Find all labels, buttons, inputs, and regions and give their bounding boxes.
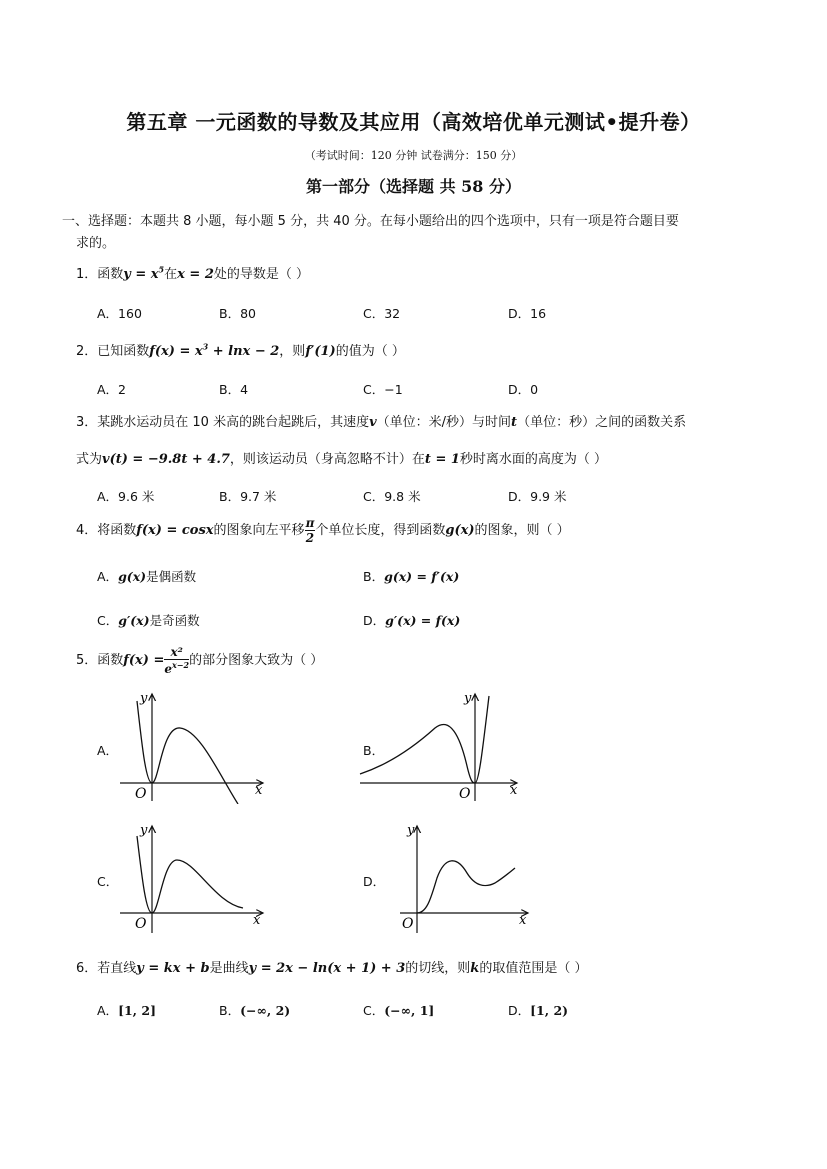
exam-info: （考试时间：120 分钟 试卷满分：150 分） — [304, 149, 523, 162]
question-text: 已知函数 — [97, 344, 150, 359]
graph-a[interactable] — [115, 686, 275, 804]
question-text: 秒时离水面的高度为（ ） — [459, 452, 608, 467]
function-curve — [417, 861, 515, 913]
question-text: 处的导数是（ ） — [213, 267, 310, 282]
graph-c[interactable] — [115, 818, 275, 936]
question-text: （单位：秒）之间的函数关系 — [517, 415, 687, 430]
question-text: 的部分图象大致为（ ） — [189, 653, 324, 668]
math-variable: t — [511, 415, 518, 430]
math-expression: y = kx + b — [136, 961, 210, 976]
question-text: ，则 — [279, 344, 306, 359]
question-text: （单位：米/秒）与时间 — [376, 415, 512, 430]
question-text: 的切线，则 — [405, 961, 471, 976]
question-number: 6． — [76, 961, 98, 976]
question-text: 在 — [164, 267, 178, 282]
graph-label-a[interactable]: A． — [97, 743, 119, 758]
option-d[interactable]: D．0 — [508, 382, 539, 397]
fraction: $\frac{\pi}{2}$ — [305, 516, 315, 545]
instructions-line2: 求的。 — [76, 236, 116, 251]
option-a[interactable]: A．g(x)是偶函数 — [97, 569, 197, 584]
section-heading: 第一部分（选择题 共 58 分） — [306, 177, 521, 196]
graph-d[interactable] — [395, 818, 535, 936]
option-d[interactable]: D．g′(x) = f(x) — [363, 613, 461, 628]
question-number: 1． — [76, 267, 98, 282]
question-4 — [76, 517, 570, 544]
option-c[interactable]: C．(−∞, 1] — [363, 1003, 435, 1018]
y-axis-label: y — [407, 823, 415, 838]
option-b[interactable]: B．80 — [219, 306, 256, 321]
option-d[interactable]: D．16 — [508, 306, 547, 321]
question-text: 的图象，则（ ） — [474, 523, 570, 538]
instructions-line1: 一、选择题：本题共 8 小题，每小题 5 分，共 40 分。在每小题给出的四个选项中，只有一项是符合题目要 — [62, 214, 679, 229]
math-expression: t = 1 — [424, 452, 460, 467]
question-2 — [76, 340, 405, 359]
graph-label-d[interactable]: D． — [363, 874, 386, 889]
origin-label: O — [402, 916, 414, 932]
function-curve — [360, 696, 489, 783]
question-text: 的值为（ ） — [335, 344, 405, 359]
question-text: 函数 — [97, 267, 124, 282]
question-number: 5． — [76, 653, 98, 668]
question-text: 的取值范围是（ ） — [479, 961, 588, 976]
question-text: 若直线 — [97, 961, 137, 976]
option-d[interactable]: D．[1, 2) — [508, 1003, 569, 1018]
question-number: 4． — [76, 523, 98, 538]
option-b[interactable]: B．(−∞, 2) — [219, 1003, 291, 1018]
graph-label-b[interactable]: B． — [363, 743, 385, 758]
origin-label: O — [135, 786, 147, 802]
question-3-line1 — [76, 411, 686, 430]
x-axis-label: x — [519, 913, 527, 928]
option-a[interactable]: A．9.6 米 — [97, 489, 155, 504]
option-a[interactable]: A．[1, 2] — [97, 1003, 156, 1018]
question-6 — [76, 957, 587, 976]
option-a[interactable]: A．160 — [97, 306, 142, 321]
option-c[interactable]: C．g′(x)是奇函数 — [97, 613, 200, 628]
question-text: 是曲线 — [209, 961, 249, 976]
graph-label-c[interactable]: C． — [97, 874, 119, 889]
question-text: 式为 — [76, 452, 103, 467]
option-b[interactable]: B．9.7 米 — [219, 489, 277, 504]
question-text: 将函数 — [97, 523, 137, 538]
math-expression: $y = x^5$ — [123, 264, 165, 282]
option-c[interactable]: C．−1 — [363, 382, 403, 397]
option-c[interactable]: C．9.8 米 — [363, 489, 421, 504]
x-axis-label: x — [255, 783, 263, 798]
math-variable: v — [369, 415, 377, 430]
math-expression: $f(x) = x^3 + \ln x - 2$ — [149, 341, 280, 359]
y-axis-label: y — [464, 691, 472, 706]
page-title: 第五章 一元函数的导数及其应用（高效培优单元测试•提升卷） — [126, 110, 701, 134]
math-expression: f′(1) — [305, 344, 336, 359]
math-expression: g(x) — [445, 523, 475, 538]
origin-label: O — [459, 786, 471, 802]
option-d[interactable]: D．9.9 米 — [508, 489, 567, 504]
option-b[interactable]: B．4 — [219, 382, 249, 397]
question-text: ，则该运动员（身高忽略不计）在 — [229, 452, 425, 467]
option-c[interactable]: C．32 — [363, 306, 401, 321]
y-axis-label: y — [140, 823, 148, 838]
question-text: 某跳水运动员在 10 米高的跳台起跳后，其速度 — [97, 415, 370, 430]
math-expression: f(x) = cosx — [136, 523, 214, 538]
graph-b[interactable] — [355, 686, 530, 804]
question-number: 3． — [76, 415, 98, 430]
question-3-line2 — [76, 448, 607, 467]
fraction: $\frac{\text{x²}}{e^{x-2}}$ — [164, 645, 190, 676]
option-b[interactable]: B．g(x) = f′(x) — [363, 569, 460, 584]
question-text: 个单位长度，得到函数 — [315, 523, 446, 538]
math-expression: y = 2x − ln(x + 1) + 3 — [248, 961, 406, 976]
math-variable: k — [470, 961, 480, 976]
question-number: 2． — [76, 344, 98, 359]
option-a[interactable]: A．2 — [97, 382, 127, 397]
question-5 — [76, 646, 323, 675]
question-text: 函数 — [97, 653, 124, 668]
question-1 — [76, 263, 309, 282]
question-text: 的图象向左平移 — [213, 523, 305, 538]
x-axis-label: x — [510, 783, 518, 798]
math-expression: v(t) = −9.8t + 4.7 — [102, 452, 230, 467]
origin-label: O — [135, 916, 147, 932]
math-expression: x = 2 — [177, 267, 214, 282]
math-expression: f(x) = — [123, 653, 165, 668]
y-axis-label: y — [140, 691, 148, 706]
function-curve — [137, 836, 243, 913]
x-axis-label: x — [253, 913, 261, 928]
